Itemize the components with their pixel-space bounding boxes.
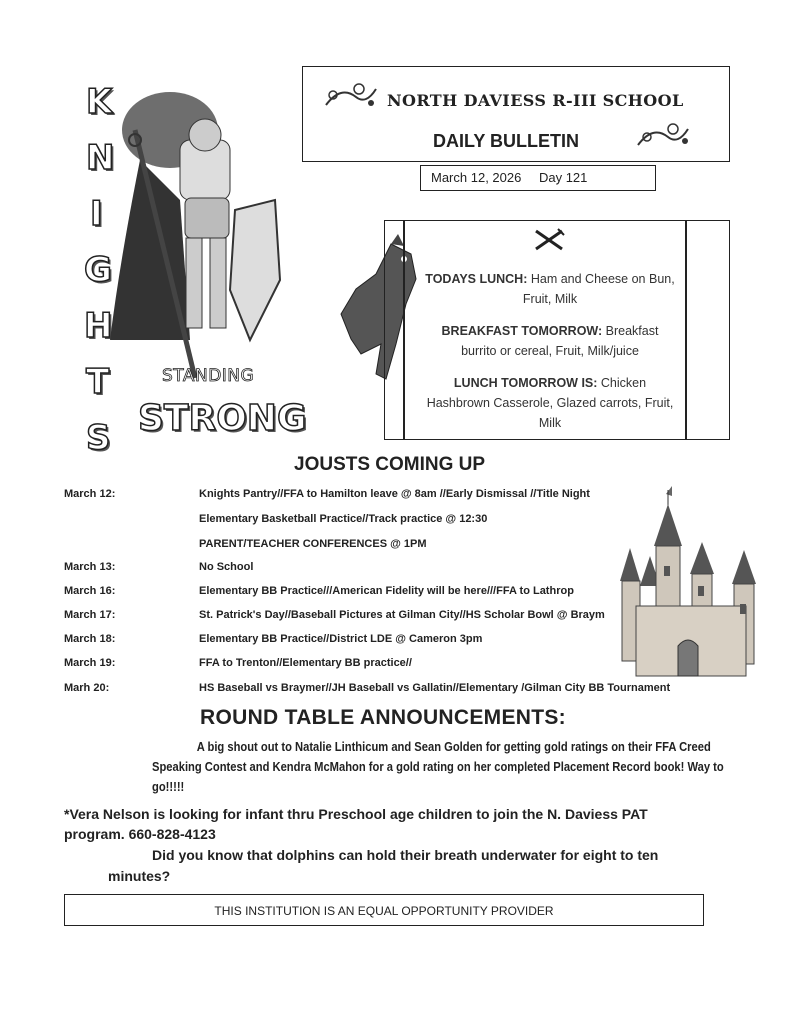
todays-lunch-label: TODAYS LUNCH: — [425, 272, 528, 286]
knights-letter-t: T — [86, 362, 110, 402]
fun-fact-line2: minutes? — [108, 868, 171, 884]
knights-letter-g: G — [84, 250, 112, 290]
lunch-box-left-rule — [403, 221, 405, 439]
slogan-standing: STANDING — [162, 366, 255, 386]
knights-letter-s: S — [86, 418, 111, 458]
lunch-tomorrow-value: Chicken Hashbrown Casserole, Glazed carrots, Fruit, Milk — [426, 376, 674, 430]
castle-illustration — [606, 486, 770, 680]
bulletin-title: DAILY BULLETIN — [433, 131, 580, 151]
todays-lunch — [425, 269, 675, 309]
schedule-date: March 12: — [64, 488, 116, 500]
lunch-tomorrow-label: LUNCH TOMORROW IS: — [453, 376, 598, 390]
pat-announcement-line2: program. 660-828-4123 — [64, 826, 216, 842]
breakfast-tomorrow — [425, 321, 675, 361]
equal-opportunity-footer: THIS INSTITUTION IS AN EQUAL OPPORTUNITY PROVIDER — [64, 894, 704, 926]
fun-fact-line1: Did you know that dolphins can hold their breath underwater for eight to ten — [152, 847, 659, 863]
schedule-event: No School — [199, 561, 254, 573]
floral-ornament-right-icon — [633, 117, 693, 153]
schedule-event: St. Patrick's Day//Baseball Pictures at Gilman City//HS Scholar Bowl @ Braym — [199, 609, 605, 621]
schedule-date: Marh 20: — [64, 682, 110, 694]
lunch-tomorrow — [425, 373, 675, 433]
breakfast-label: BREAKFAST TOMORROW: — [441, 324, 603, 338]
header-box — [302, 66, 730, 162]
knights-letter-n: N — [86, 138, 115, 178]
schedule-date: March 13: — [64, 561, 116, 573]
fork-knife-icon — [532, 227, 566, 251]
schedule-date: March 18: — [64, 633, 116, 645]
lunch-box-right-rule — [685, 221, 687, 439]
slogan-strong: STRONG — [138, 398, 307, 439]
schedule-event: Elementary BB Practice///American Fidelity will be here///FFA to Lathrop — [199, 585, 574, 597]
todays-lunch-value: Ham and Cheese on Bun, Fruit, Milk — [522, 272, 675, 306]
shoutout-announcement: A big shout out to Natalie Linthicum and Sean Golden for getting gold ratings on their FFA Creed Speaking Contest and Kendra McMahon for a gold rating on her completed Placement Record book! Way to go!!!!! — [152, 739, 724, 794]
schedule-event: Elementary Basketball Practice//Track practice @ 12:30 — [199, 513, 488, 525]
schedule-date: March 19: — [64, 657, 116, 669]
knights-letter-i: I — [90, 194, 103, 234]
date-box — [420, 165, 656, 191]
breakfast-value: Breakfast burrito or cereal, Fruit, Milk/juice — [461, 324, 659, 358]
bulletin-date: March 12, 2026 — [431, 170, 522, 185]
floral-ornament-left-icon — [321, 77, 381, 113]
jousts-title: JOUSTS COMING UP — [294, 454, 486, 475]
bulletin-day: Day 121 — [538, 170, 588, 185]
schedule-date: March 17: — [64, 609, 116, 621]
pat-announcement-line1: *Vera Nelson is looking for infant thru Preschool age children to join the N. Daviess PAT — [64, 806, 648, 822]
knight-illustration — [100, 60, 290, 380]
knights-letter-h: H — [84, 306, 113, 346]
lunch-menu-box — [384, 220, 730, 440]
schedule-event: PARENT/TEACHER CONFERENCES @ 1PM — [199, 538, 427, 550]
knights-letter-k: K — [86, 82, 113, 122]
schedule-date: March 16: — [64, 585, 116, 597]
schedule-event: Knights Pantry//FFA to Hamilton leave @ 8am //Early Dismissal //Title Night — [199, 488, 590, 500]
schedule-event: FFA to Trenton//Elementary BB practice// — [199, 657, 412, 669]
school-name: NORTH DAVIESS R-III SCHOOL — [387, 91, 684, 110]
round-table-title: ROUND TABLE ANNOUNCEMENTS: — [200, 706, 566, 729]
schedule-event: HS Baseball vs Braymer//JH Baseball vs Gallatin//Elementary /Gilman City BB Tournament — [199, 682, 671, 694]
schedule-event: Elementary BB Practice//District LDE @ Cameron 3pm — [199, 633, 483, 645]
